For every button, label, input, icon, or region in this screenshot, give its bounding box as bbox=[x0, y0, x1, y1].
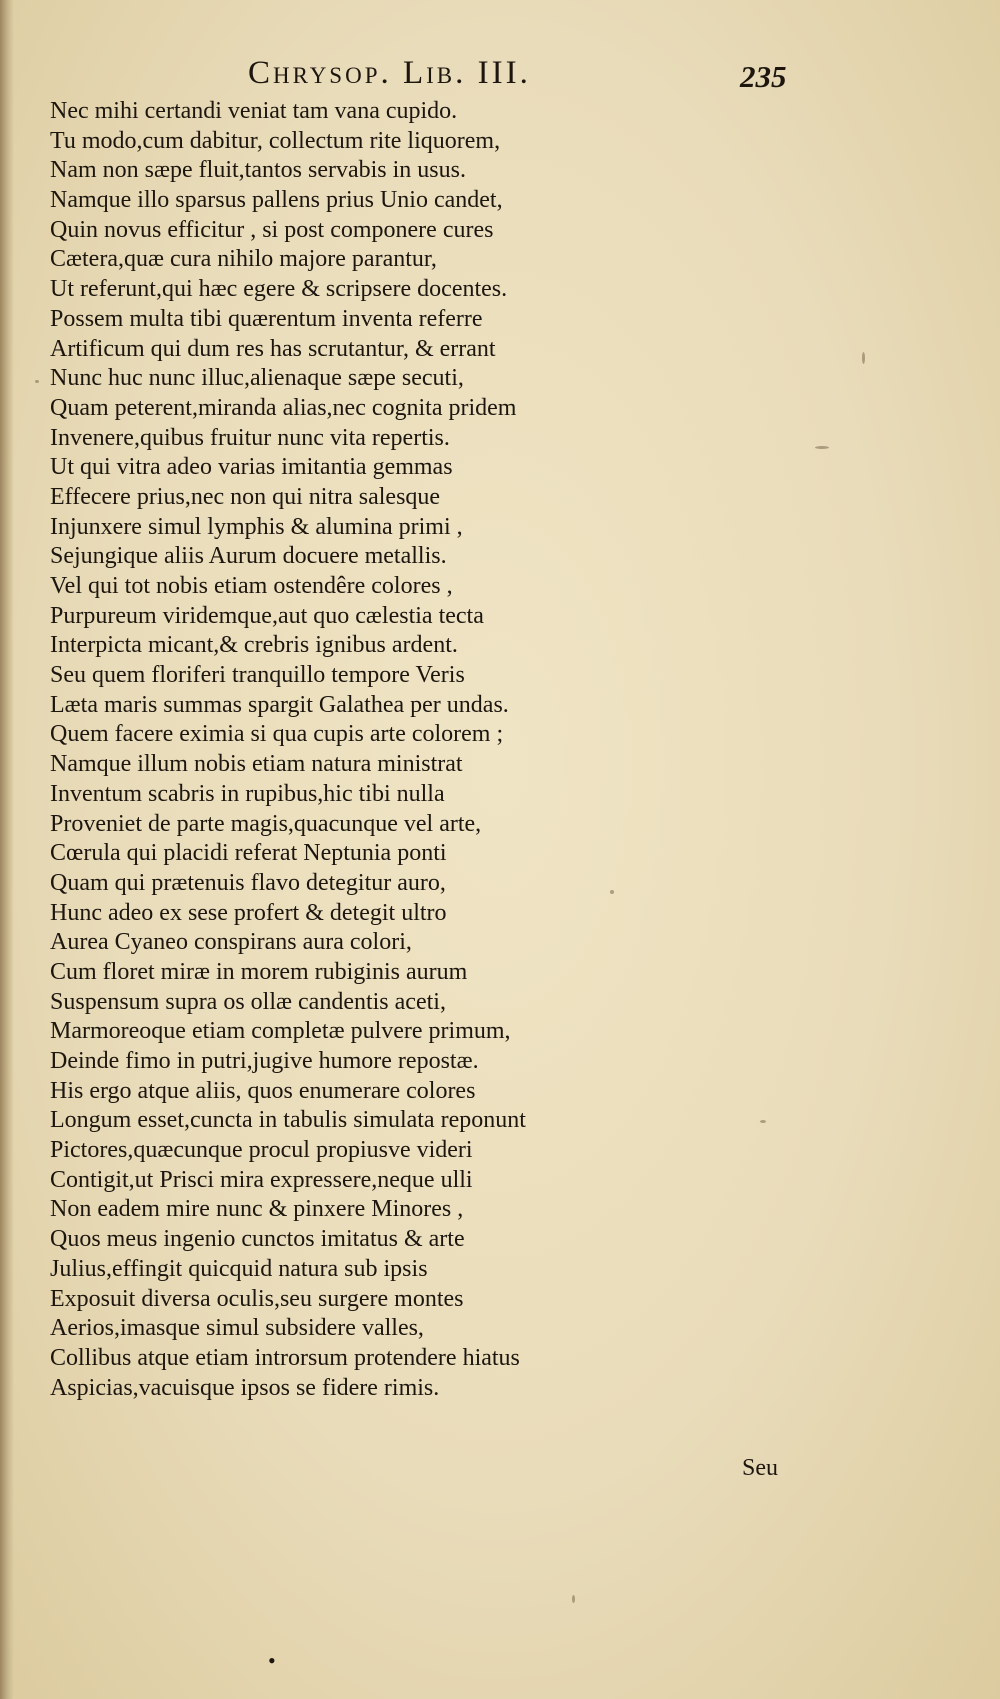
verse-line: Interpicta micant,& crebris ignibus ardent. bbox=[50, 632, 458, 659]
verse-line: Quos meus ingenio cunctos imitatus & arte bbox=[50, 1226, 465, 1253]
verse-line: Cætera,quæ cura nihilo majore parantur, bbox=[50, 246, 437, 273]
catchword: Seu bbox=[742, 1455, 778, 1481]
verse-line: Hunc adeo ex sese profert & detegit ultro bbox=[50, 899, 447, 926]
verse-line: Deinde fimo in putri,jugive humore repostæ. bbox=[50, 1048, 479, 1074]
verse-line: Nam non sæpe fluit,tantos servabis in usus. bbox=[50, 157, 466, 184]
verse-line: Nunc huc nunc illuc,alienaque sæpe secuti, bbox=[50, 365, 464, 392]
verse-line: Exposuit diversa oculis,seu surgere montes bbox=[50, 1285, 464, 1312]
verse-line: Injunxere simul lymphis & alumina primi , bbox=[50, 513, 463, 540]
verse-line: Suspensum supra os ollæ candentis aceti, bbox=[50, 988, 446, 1015]
verse-line: Non eadem mire nunc & pinxere Minores , bbox=[50, 1196, 464, 1223]
speck bbox=[610, 890, 614, 894]
verse-line: Purpureum viridemque,aut quo cælestia tecta bbox=[50, 602, 484, 629]
verse-block bbox=[50, 97, 650, 1403]
verse-line: Nec mihi certandi veniat tam vana cupido. bbox=[50, 98, 458, 124]
verse-line: Effecere prius,nec non qui nitra salesque bbox=[50, 483, 441, 510]
verse-line: Namque illum nobis etiam natura ministrat bbox=[50, 751, 463, 778]
verse-line: Invenere,quibus fruitur nunc vita repertis. bbox=[50, 424, 450, 451]
verse-line: Cœrula qui placidi referat Neptunia ponti bbox=[50, 840, 447, 867]
verse-line: Julius,effingit quicquid natura sub ipsis bbox=[50, 1255, 428, 1282]
verse-line: Collibus atque etiam introrsum protendere hiatus bbox=[50, 1344, 520, 1371]
verse-line: Quin novus efficitur , si post componere cures bbox=[50, 216, 494, 243]
verse-line: Artificum qui dum res has scrutantur, & errant bbox=[50, 335, 496, 362]
verse-line: Læta maris summas spargit Galathea per undas. bbox=[50, 691, 509, 718]
verse-line: Ut referunt,qui hæc egere & scripsere docentes. bbox=[50, 276, 508, 303]
verse-line: Ut qui vitra adeo varias imitantia gemmas bbox=[50, 454, 453, 481]
ink-mark: • bbox=[268, 1648, 276, 1673]
verse-line: Possem multa tibi quærentum inventa referre bbox=[50, 305, 483, 332]
verse-line: Pictores,quæcunque procul propiusve videri bbox=[50, 1137, 473, 1164]
verse-line: Inventum scabris in rupibus,hic tibi nulla bbox=[50, 780, 445, 807]
page-edge-shadow bbox=[0, 0, 14, 1699]
verse-line: Quam qui prætenuis flavo detegitur auro, bbox=[50, 869, 446, 896]
verse-line: Longum esset,cuncta in tabulis simulata reponunt bbox=[50, 1107, 526, 1134]
speck bbox=[760, 1120, 766, 1123]
running-title: Chrysop. Lib. III. bbox=[248, 55, 531, 91]
verse-line: Cum floret miræ in morem rubiginis aurum bbox=[50, 958, 468, 985]
verse-line: Sejungique aliis Aurum docuere metallis. bbox=[50, 543, 447, 570]
verse-line: Aspicias,vacuisque ipsos se fidere rimis. bbox=[50, 1374, 440, 1401]
speck bbox=[815, 446, 829, 449]
verse-line: Seu quem floriferi tranquillo tempore Veris bbox=[50, 662, 465, 689]
speck bbox=[35, 380, 39, 383]
verse-line: Aerios,imasque simul subsidere valles, bbox=[50, 1315, 424, 1342]
verse-line: Quam peterent,miranda alias,nec cognita pridem bbox=[50, 394, 517, 421]
verse-line: Aurea Cyaneo conspirans aura colori, bbox=[50, 929, 412, 956]
verse-line: Contigit,ut Prisci mira expressere,neque ulli bbox=[50, 1166, 473, 1193]
verse-line: Vel qui tot nobis etiam ostendêre colores , bbox=[50, 573, 453, 599]
verse-line: Tu modo,cum dabitur, collectum rite liquorem, bbox=[50, 127, 501, 154]
verse-line: Quem facere eximia si qua cupis arte colorem ; bbox=[50, 721, 504, 748]
verse-line: His ergo atque aliis, quos enumerare colores bbox=[50, 1077, 476, 1104]
speck bbox=[862, 352, 865, 364]
verse-line: Marmoreoque etiam completæ pulvere primum, bbox=[50, 1018, 511, 1045]
page-number: 235 bbox=[740, 59, 787, 94]
speck bbox=[572, 1595, 575, 1603]
verse-line: Proveniet de parte magis,quacunque vel arte, bbox=[50, 810, 482, 837]
verse-line: Namque illo sparsus pallens prius Unio candet, bbox=[50, 187, 503, 214]
